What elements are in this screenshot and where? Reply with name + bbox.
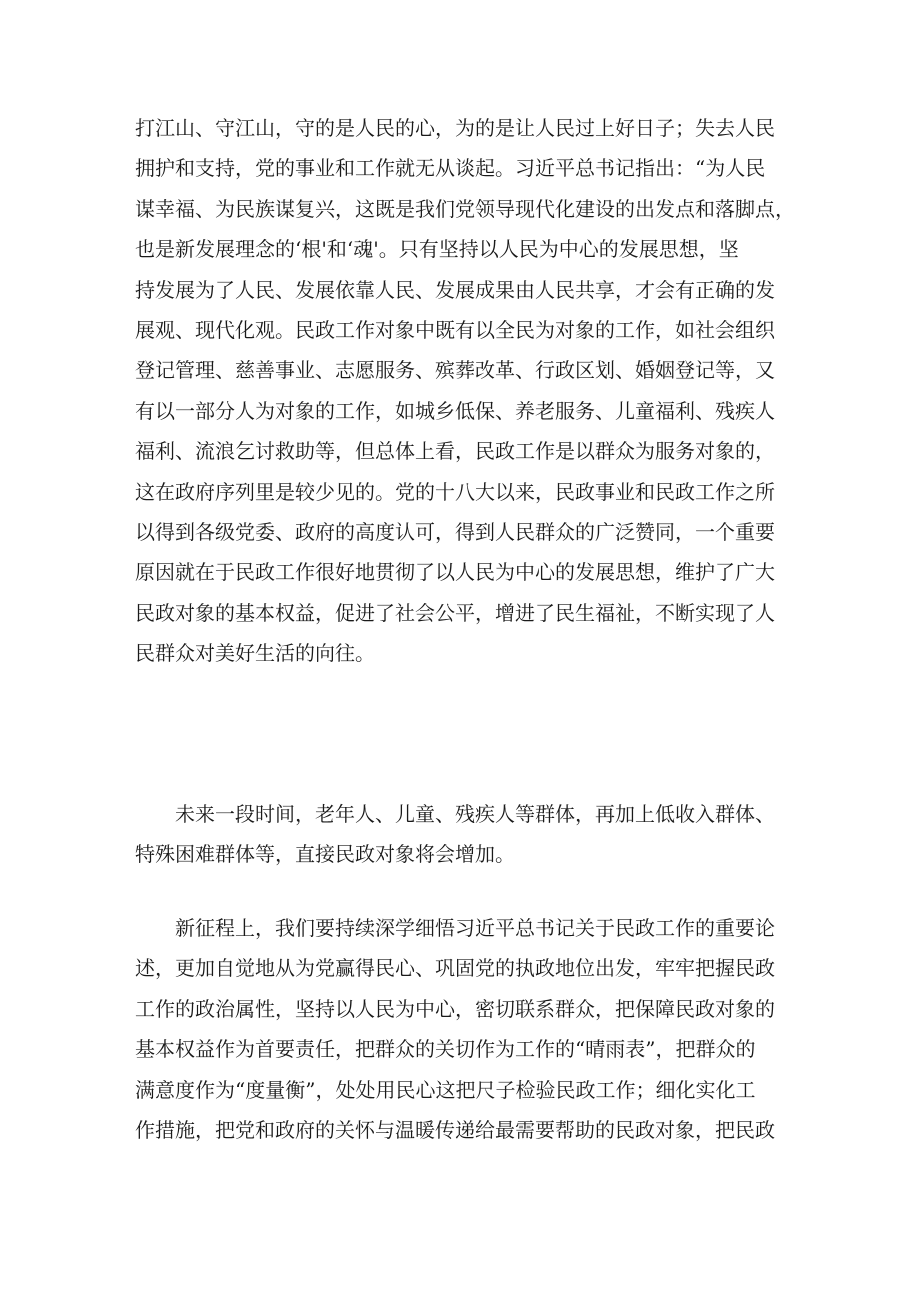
paragraph-line: 基本权益作为首要责任，把群众的关切作为工作的“晴雨表”，把群众的 — [135, 1037, 756, 1062]
paragraph-line: 未来一段时间，老年人、儿童、残疾人等群体，再加上低收入群体、 — [135, 802, 775, 826]
paragraph-line: 有以一部分人为对象的工作，如城乡低保、养老服务、儿童福利、残疾人 — [135, 398, 775, 423]
paragraph-line: 谋幸福、为民族谋复兴，这既是我们党领导现代化建设的出发点和落脚点， — [135, 196, 795, 221]
paragraph-3 — [135, 908, 795, 1150]
paragraph-line: 这在政府序列里是较少见的。党的十八大以来，民政事业和民政工作之所 — [135, 479, 775, 504]
paragraph-line: 原因就在于民政工作很好地贯彻了以人民为中心的发展思想，维护了广大 — [135, 560, 775, 585]
paragraph-line: 民群众对美好生活的向往。 — [135, 641, 375, 666]
paragraph-line: 福利、流浪乞讨救助等，但总体上看，民政工作是以群众为服务对象的， — [135, 439, 775, 464]
paragraph-line: 作措施，把党和政府的关怀与温暖传递给最需要帮助的民政对象，把民政 — [135, 1117, 775, 1142]
paragraph-line: 登记管理、慈善事业、志愿服务、殡葬改革、行政区划、婚姻登记等，又 — [135, 358, 775, 383]
paragraph-line: 以得到各级党委、政府的高度认可，得到人民群众的广泛赞同，一个重要 — [135, 519, 775, 544]
paragraph-line: 持发展为了人民、发展依靠人民、发展成果由人民共享，才会有正确的发 — [135, 277, 775, 302]
paragraph-line: 满意度作为“度量衡”，处处用民心这把尺子检验民政工作；细化实化工 — [135, 1077, 756, 1102]
paragraph-line: 述，更加自觉地从为党赢得民心、巩固党的执政地位出发，牢牢把握民政 — [135, 956, 775, 981]
paragraph-line: 打江山、守江山，守的是人民的心，为的是让人民过上好日子；失去人民 — [135, 116, 775, 140]
paragraph-line: 也是新发展理念的‘根'和‘魂'。只有坚持以人民为中心的发展思想，坚 — [135, 237, 739, 262]
paragraph-line: 拥护和支持，党的事业和工作就无从谈起。习近平总书记指出：“为人民 — [135, 156, 766, 181]
paragraph-line: 展观、现代化观。民政工作对象中既有以全民为对象的工作，如社会组织 — [135, 317, 775, 342]
paragraph-line: 民政对象的基本权益，促进了社会公平，增进了民生福祉，不断实现了人 — [135, 600, 775, 625]
paragraph-line: 新征程上，我们要持续深学细悟习近平总书记关于民政工作的重要论 — [135, 916, 775, 940]
paragraph-1 — [135, 108, 795, 673]
paragraph-line: 特殊困难群体等，直接民政对象将会增加。 — [135, 842, 515, 867]
paragraph-2 — [135, 794, 795, 875]
paragraph-line: 工作的政治属性，坚持以人民为中心，密切联系群众，把保障民政对象的 — [135, 996, 775, 1021]
